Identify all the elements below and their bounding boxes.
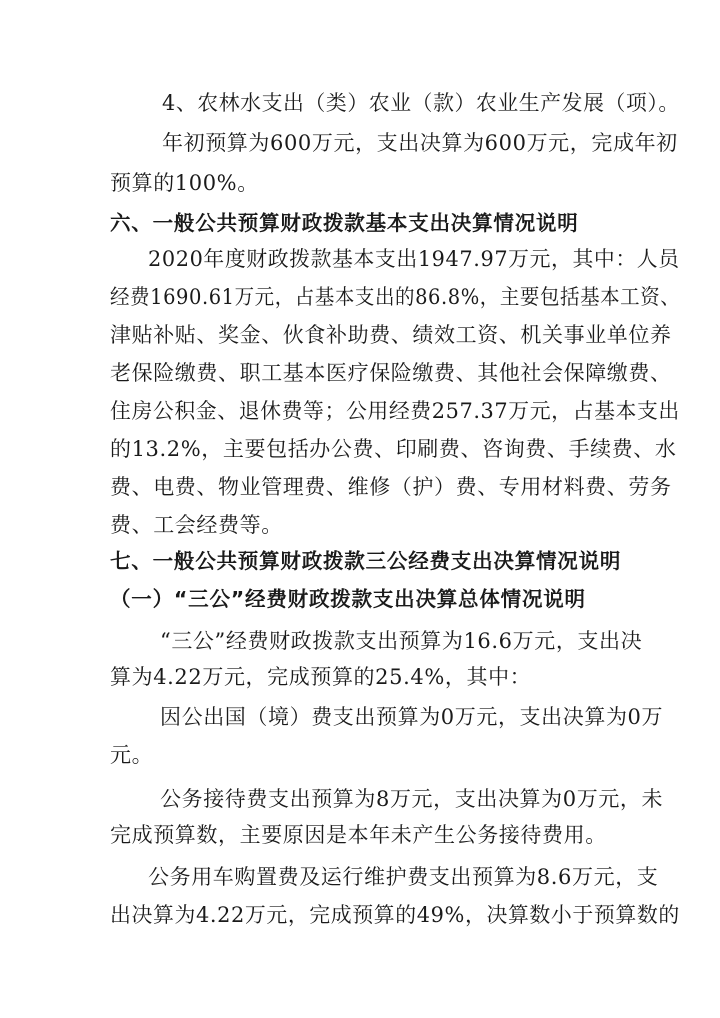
section6-text-line: 的13.2%，主要包括办公费、印刷费、咨询费、手续费、水 xyxy=(110,437,677,461)
section6-text-line: 老保险缴费、职工基本医疗保险缴费、其他社会保障缴费、 xyxy=(110,361,672,385)
item4-text-line: 预算的100%。 xyxy=(110,171,259,195)
section7-subheading: （一）“三公”经费财政拨款支出决算总体情况说明 xyxy=(110,587,586,611)
item4-text-line: 年初预算为600万元，支出决算为600万元，完成年初 xyxy=(162,131,678,155)
section7-text-line: 完成预算数，主要原因是本年未产生公务接待费用。 xyxy=(110,823,607,847)
section7-text-line: 算为4.22万元，完成预算的25.4%，其中： xyxy=(110,665,532,689)
section6-text-line: 经费1690.61万元，占基本支出的86.8%，主要包括基本工资、 xyxy=(110,285,681,309)
section7-text-line: 公务接待费支出预算为8万元，支出决算为0万元，未 xyxy=(160,787,664,811)
section7-text-line: 出决算为4.22万元，完成预算的49%，决算数小于预算数的 xyxy=(110,903,680,927)
section6-text-line: 住房公积金、退休费等；公用经费257.37万元，占基本支出 xyxy=(110,399,680,423)
section7-text-line: 元。 xyxy=(110,743,154,767)
section7-text-line: 公务用车购置费及运行维护费支出预算为8.6万元，支 xyxy=(148,865,659,889)
section7-text-line: “三公”经费财政拨款支出预算为16.6万元，支出决 xyxy=(160,629,643,653)
section6-text-line: 津贴补贴、奖金、伙食补助费、绩效工资、机关事业单位养 xyxy=(110,323,672,347)
item4-title: 4、农林水支出（类）农业（款）农业生产发展（项）。 xyxy=(162,91,680,115)
section6-text-line: 费、工会经费等。 xyxy=(110,513,283,537)
section6-text-line: 2020年度财政拨款基本支出1947.97万元，其中：人员 xyxy=(148,247,680,271)
section7-text-line: 因公出国（境）费支出预算为0万元，支出决算为0万 xyxy=(160,705,664,729)
section7-heading: 七、一般公共预算财政拨款三公经费支出决算情况说明 xyxy=(110,549,622,573)
section6-heading: 六、一般公共预算财政拨款基本支出决算情况说明 xyxy=(110,211,579,235)
section6-text-line: 费、电费、物业管理费、维修（护）费、专用材料费、劳务 xyxy=(110,475,672,499)
